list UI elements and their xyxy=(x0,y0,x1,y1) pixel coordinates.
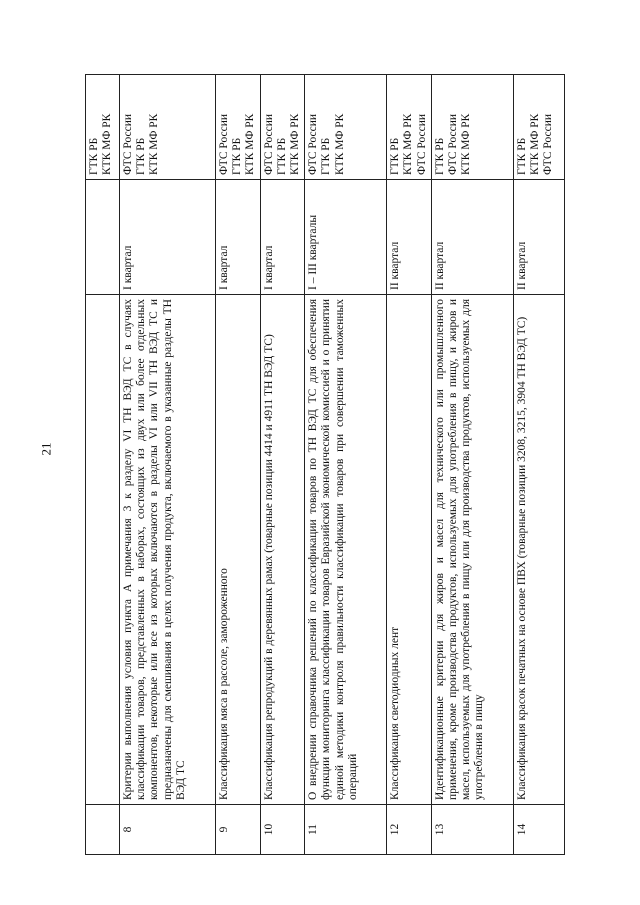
row-number: 11 xyxy=(305,805,387,855)
responsible-agency: КТК МФ РК xyxy=(402,113,415,175)
responsible-agency: ФТС России xyxy=(447,113,460,175)
table-row xyxy=(387,75,432,855)
row-period xyxy=(86,180,120,295)
row-period: I квартал xyxy=(216,180,261,295)
row-number: 10 xyxy=(260,805,305,855)
responsible-agency: ГТК РБ xyxy=(515,137,528,175)
table-row xyxy=(513,75,564,855)
row-responsible xyxy=(260,75,305,180)
row-period: I квартал xyxy=(120,180,216,295)
row-description: Идентификационные критерии для жиров и масел для технического или промышленного применения, кроме производства продуктов, используемых для употребления в пищу, и жиров и масел, используемых для употребления в пищу или для производства продуктов, используемых для употребления в пищу xyxy=(431,295,513,805)
table-row xyxy=(216,75,261,855)
row-number xyxy=(86,805,120,855)
row-period: I квартал xyxy=(260,180,305,295)
table-row xyxy=(120,75,216,855)
responsible-agency: ГТК РБ xyxy=(231,137,244,175)
responsible-agency: КТК МФ РК xyxy=(289,113,302,175)
row-responsible xyxy=(513,75,564,180)
row-period: I – III кварталы xyxy=(305,180,387,295)
page-number: 21 xyxy=(38,442,54,456)
responsible-agency: ФТС России xyxy=(542,113,555,175)
table-row xyxy=(305,75,387,855)
row-number: 9 xyxy=(216,805,261,855)
row-number: 12 xyxy=(387,805,432,855)
row-description: Классификация красок печатных на основе ПВХ (товарные позиции 3208, 3215, 3904 ТН ВЭД ТС) xyxy=(513,295,564,805)
responsible-agency: КТК МФ РК xyxy=(244,113,257,175)
row-number: 14 xyxy=(513,805,564,855)
rotated-table-wrapper xyxy=(85,75,562,855)
row-responsible xyxy=(305,75,387,180)
row-number: 8 xyxy=(120,805,216,855)
row-description xyxy=(86,295,120,805)
responsible-agency: ФТС России xyxy=(262,113,275,175)
responsible-agency: КТК МФ РК xyxy=(333,113,346,175)
row-responsible xyxy=(431,75,513,180)
row-number: 13 xyxy=(431,805,513,855)
row-description: Критерии выполнения условия пункта А примечания 3 к разделу VI ТН ВЭД ТС в случаях классификации товаров, представленных в наборах, состоящих из двух или более отдельных компонентов, некоторые или все из которых включаются в разделы VI или VII ТН ВЭД ТС и предназначены для смешивания в целях получения продукта, включаемого в указанные разделы ТН ВЭД ТС xyxy=(120,295,216,805)
row-description: Классификация репродукций в деревянных рамах (товарные позиции 4414 и 4911 ТН ВЭД ТС) xyxy=(260,295,305,805)
responsible-agency: ГТК РБ xyxy=(275,137,288,175)
responsible-agency: ГТК РБ xyxy=(88,137,100,175)
row-description: Классификация светодиодных лент xyxy=(387,295,432,805)
row-description: О внедрении справочника решений по классификации товаров по ТН ВЭД ТС для обеспечения функции мониторинга классификации товаров Евразийской экономической комиссией и о принятии единой методики контроля правильности классификации товаров при совершении таможенных операций xyxy=(305,295,387,805)
responsible-agency: КТК МФ РК xyxy=(529,113,542,175)
responsible-agency: ФТС России xyxy=(218,113,230,175)
responsible-agency: ГТК РБ xyxy=(433,137,446,175)
row-responsible xyxy=(216,75,261,180)
table-row xyxy=(431,75,513,855)
responsible-agency: ГТК РБ xyxy=(389,137,402,175)
row-period: II квартал xyxy=(431,180,513,295)
responsible-agency: ГТК РБ xyxy=(320,137,333,175)
row-responsible xyxy=(86,75,120,180)
responsible-agency: КТК МФ РК xyxy=(460,113,473,175)
row-responsible xyxy=(387,75,432,180)
responsible-agency: КТК МФ РК xyxy=(148,113,161,175)
responsible-agency: ФТС России xyxy=(122,113,134,175)
row-responsible xyxy=(120,75,216,180)
responsible-agency: КТК МФ РК xyxy=(101,113,114,175)
classification-plan-table xyxy=(85,74,565,855)
table-body xyxy=(86,75,565,855)
table-row xyxy=(260,75,305,855)
row-description: Классификация мяса в рассоле, замороженного xyxy=(216,295,261,805)
row-period: II квартал xyxy=(513,180,564,295)
table-row xyxy=(86,75,120,855)
responsible-agency: ФТС России xyxy=(307,113,320,175)
responsible-agency: ГТК РБ xyxy=(135,137,148,175)
responsible-agency: ФТС России xyxy=(415,113,428,175)
row-period: II квартал xyxy=(387,180,432,295)
